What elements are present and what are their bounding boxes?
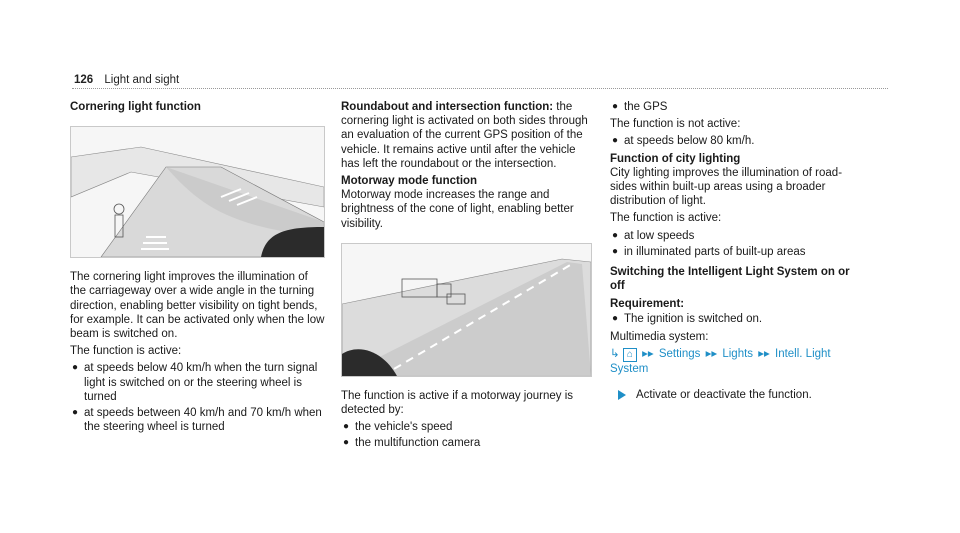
- cornering-light-description: The cornering light improves the illumination of the carriageway over a wide angle in the turning direction, enabling better visibility on tight bends, for example. It can be activated only when the low beam is switched on.: [70, 271, 325, 341]
- page-header: [74, 74, 179, 86]
- cornering-light-heading: Cornering light function: [70, 101, 201, 113]
- list-item: ● the multifunction camera: [343, 437, 481, 450]
- city-active-label: The function is active:: [610, 212, 722, 225]
- roundabout-heading: Roundabout and intersection function:: [341, 101, 554, 113]
- motorway-heading: Motorway mode function: [341, 175, 478, 188]
- home-icon: ⌂: [623, 348, 637, 362]
- detection-list-continued: [610, 100, 860, 114]
- list-item: ● the vehicle's speed: [343, 421, 453, 434]
- play-arrow-icon: [618, 390, 626, 400]
- city-lighting-description: City lighting improves the illumination of road-sides within built-up areas using a broader distribution of light.: [610, 166, 843, 208]
- not-active-list: [610, 134, 860, 148]
- city-active-list: [610, 229, 860, 259]
- list-item: ● at speeds between 40 km/h and 70 km/h when the steering wheel is turned: [72, 407, 322, 434]
- return-arrow-icon: ↳: [610, 348, 620, 361]
- list-item: ● in illuminated parts of built-up areas: [612, 245, 806, 258]
- action-text: Activate or deactivate the function.: [636, 389, 812, 402]
- roundabout-paragraph: Roundabout and intersection function: the cornering light is activated on both sides through an evaluation of the current GPS position of the vehicle. It remains active until after the vehicle has left the roundabout or the intersection.: [341, 101, 588, 170]
- list-item: ● The ignition is switched on.: [612, 312, 763, 325]
- nav-intelligent-light-system[interactable]: Intell. Light System: [610, 348, 831, 376]
- list-item: ● at speeds below 80 km/h.: [612, 135, 755, 148]
- motorway-detection-list: [341, 420, 591, 450]
- section-title: Light and sight: [104, 74, 180, 86]
- chevron-right-icon: ▸▸: [758, 348, 770, 361]
- city-lighting-heading: Function of city lighting: [610, 152, 741, 165]
- motorway-active-label: The function is active if a motorway journey is detected by:: [341, 389, 574, 417]
- action-step: [610, 388, 860, 402]
- chevron-right-icon: ▸▸: [642, 348, 654, 361]
- column-cornering-light: [70, 100, 325, 437]
- column-city-lighting: [610, 100, 860, 405]
- nav-lights[interactable]: Lights: [722, 348, 754, 361]
- cornering-active-label: The function is active:: [70, 345, 182, 358]
- cornering-light-illustration: [70, 126, 325, 258]
- requirement-list: [610, 312, 860, 326]
- multimedia-label: Multimedia system:: [610, 330, 709, 343]
- cornering-active-list: [70, 361, 325, 434]
- motorway-description: Motorway mode increases the range and brightness of the cone of light, enabling better visibility.: [341, 189, 574, 230]
- requirement-heading: Requirement:: [610, 298, 685, 311]
- nav-settings[interactable]: Settings: [658, 348, 701, 361]
- navigation-path: [610, 347, 860, 376]
- list-item: ● the GPS: [612, 101, 668, 113]
- chevron-right-icon: ▸▸: [705, 348, 718, 361]
- switching-heading: Switching the Intelligent Light System on or off: [610, 266, 850, 293]
- page-number: 126: [74, 74, 94, 86]
- list-item: ● at low speeds: [612, 229, 695, 242]
- list-item: ● at speeds below 40 km/h when the turn signal light is switched on or the steering wheel is turned: [72, 362, 318, 403]
- header-divider: [72, 88, 888, 89]
- motorway-mode-illustration: [341, 243, 592, 377]
- not-active-label: The function is not active:: [610, 118, 741, 131]
- column-motorway: [341, 100, 591, 454]
